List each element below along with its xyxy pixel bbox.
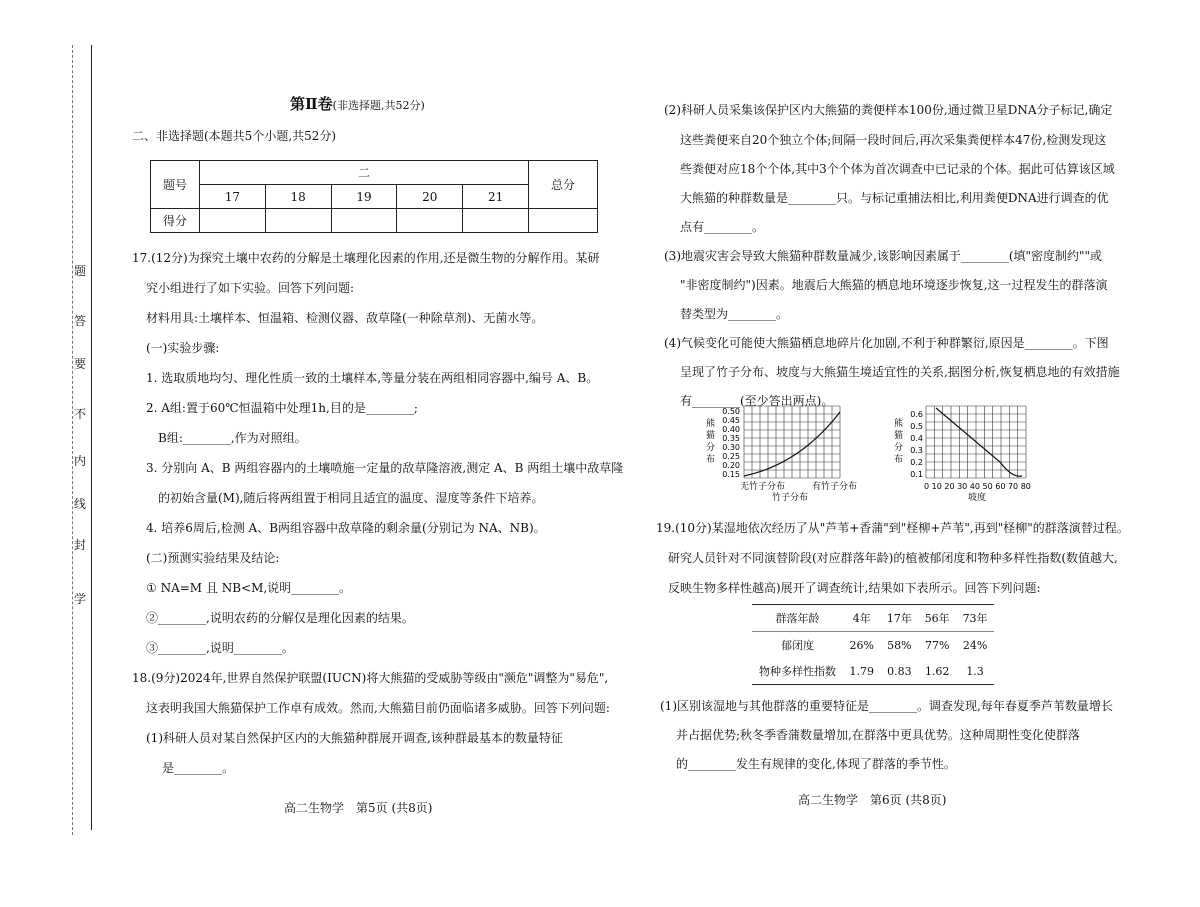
q17-step-3b: 的初始含量(M),随后将两组置于相同且适宜的温度、湿度等条件下培养。: [158, 491, 544, 505]
q17-result-3: ③________,说明________。: [146, 641, 294, 655]
table-cell: 26%: [843, 632, 880, 659]
q17-results-heading: (二)预测实验结果及结论:: [146, 551, 280, 565]
margin-char: 要: [73, 357, 86, 371]
binding-solid-line: [91, 45, 92, 830]
q17-step-4: 4. 培养6周后,检测 A、B两组容器中敌草隆的剩余量(分别记为 NA、NB)。: [146, 521, 546, 535]
margin-char: 内: [73, 454, 86, 468]
table-row: [752, 658, 994, 685]
q18-sub-4-3: 有________(至少答出两点)。: [680, 394, 834, 408]
succession-table: [752, 604, 994, 685]
part-title-main: 第Ⅱ卷: [290, 95, 333, 113]
score-table-label: 题号: [151, 161, 200, 209]
q18-sub-4-2: 呈现了竹子分布、坡度与大熊猫生境适宜性的关系,据图分析,恢复栖息地的有效措施: [680, 365, 1120, 379]
q17-materials: 材料用具:土壤样本、恒温箱、检测仪器、敌草隆(一种除草剂)、无菌水等。: [146, 311, 544, 325]
margin-char: 封: [73, 538, 86, 552]
score-col: 17: [200, 185, 266, 209]
q19-stem-2: 研究人员针对不同演替阶段(对应群落年龄)的植被郁闭度和物种多样性指数(数值越大,: [668, 551, 1118, 565]
q18-sub-1-cont: 是________。: [162, 761, 235, 775]
chart-slope: [890, 402, 1040, 502]
table-row: [752, 632, 994, 659]
table-header-cell: 73年: [956, 605, 994, 632]
table-cell: 郁闭度: [752, 632, 843, 659]
ylabel-char: 猫: [706, 431, 716, 441]
table-cell: 1.3: [956, 658, 994, 685]
chart1-xlabel: 竹子分布: [772, 493, 809, 502]
score-table: [150, 160, 598, 233]
table-cell: 0.83: [880, 658, 918, 685]
score-table-group: 二: [200, 161, 529, 185]
q17-stem-1: 17.(12分)为探究土壤中农药的分解是土壤理化因素的作用,还是微生物的分解作用。某研: [132, 251, 600, 265]
chart1-ytick: 0.40: [722, 425, 740, 434]
score-cell[interactable]: [397, 209, 463, 233]
score-cell[interactable]: [200, 209, 266, 233]
ylabel-char: 布: [706, 455, 716, 465]
table-row: [752, 605, 994, 632]
part-title-sub: (非选择题,共52分): [332, 99, 425, 112]
q17-result-1: ① NA=M 且 NB<M,说明________。: [146, 581, 352, 595]
margin-char: 答: [73, 314, 86, 328]
ylabel-char: 猫: [894, 431, 904, 441]
chart1-ylabel: [706, 417, 716, 465]
q19-sub-1-1: (1)区别该湿地与其他群落的重要特征是________。调查发现,每年春夏季芦苇数量增长: [660, 699, 1113, 713]
chart2-ytick: 0.6: [910, 410, 923, 419]
q18-sub-3-1: (3)地震灾害会导致大熊猫种群数量减少,该影响因素属于________(填"密度制约""或: [664, 249, 1103, 263]
table-cell: 1.62: [918, 658, 956, 685]
table-cell: 物种多样性指数: [752, 658, 843, 685]
chart1-ytick: 0.30: [722, 443, 740, 452]
q18-sub-3-2: "非密度制约")因素。地震后大熊猫的栖息地环境逐步恢复,这一过程发生的群落演: [680, 278, 1108, 292]
q18-sub-2-1: (2)科研人员采集该保护区内大熊猫的粪便样本100份,通过微卫星DNA分子标记,确定: [664, 103, 1113, 117]
table-cell: 58%: [880, 632, 918, 659]
chart1-grid: [744, 406, 840, 478]
q19-sub-1-2: 并占据优势;秋冬季香蒲数量增加,在群落中更具优势。这种周期性变化使群落: [676, 728, 1080, 742]
table-cell: 24%: [956, 632, 994, 659]
chart1-yticks: [722, 407, 740, 479]
q17-step-2a: 2. A组:置于60℃恒温箱中处理1h,目的是________;: [146, 401, 418, 415]
score-cell[interactable]: [265, 209, 331, 233]
chart1-ytick: 0.45: [722, 416, 740, 425]
chart2-ytick: 0.3: [910, 446, 923, 455]
q19-sub-1-3: 的________发生有规律的变化,体现了群落的季节性。: [676, 757, 956, 771]
section-heading: 二、非选择题(本题共5个小题,共52分): [132, 129, 337, 143]
q18-sub-4-1: (4)气候变化可能使大熊猫栖息地碎片化加剧,不利于种群繁衍,原因是________。下图: [664, 336, 1109, 350]
table-cell: 1.79: [843, 658, 880, 685]
right-footer: 高二生物学 第6页 (共8页): [798, 793, 947, 807]
ylabel-char: 熊: [706, 419, 716, 429]
score-col: 21: [463, 185, 529, 209]
score-cell[interactable]: [529, 209, 598, 233]
q18-sub-2-2: 这些粪便来自20个独立个体;间隔一段时间后,再次采集粪便样本47份,检测发现这: [680, 133, 1107, 147]
q18-stem-1: 18.(9分)2024年,世界自然保护联盟(IUCN)将大熊猫的受威胁等级由"濒危"调整为"易危",: [132, 671, 609, 685]
chart1-ytick: 0.15: [722, 470, 740, 479]
chart-bamboo-distribution: [700, 402, 880, 502]
chart2-ytick: 0.5: [910, 422, 923, 431]
q19-stem-1: 19.(10分)某湿地依次经历了从"芦苇+香蒲"到"柽柳+芦苇",再到"柽柳"的群落演替过程。: [656, 521, 1129, 535]
score-col: 19: [331, 185, 397, 209]
q18-sub-2-3: 些粪便对应18个个体,其中3个个体为首次调查中已记录的个体。据此可估算该区域: [680, 162, 1115, 176]
chart2-yticks: [910, 410, 923, 479]
chart2-ytick: 0.1: [910, 470, 923, 479]
q18-sub-2-5: 点有________。: [680, 220, 765, 234]
q17-step-2b: B组:________,作为对照组。: [158, 431, 307, 445]
chart1-ytick: 0.50: [722, 407, 740, 416]
ylabel-char: 熊: [894, 419, 904, 429]
binding-dashed-line: [72, 45, 73, 835]
margin-char: 不: [73, 407, 86, 421]
score-defen-label: 得分: [151, 209, 200, 233]
left-footer: 高二生物学 第5页 (共8页): [284, 801, 433, 815]
chart1-xend: 有竹子分布: [812, 482, 858, 492]
chart2-xlabel: 坡度: [968, 493, 987, 502]
table-header-cell: 群落年龄: [752, 605, 843, 632]
table-header-cell: 4年: [843, 605, 880, 632]
table-cell: 77%: [918, 632, 956, 659]
chart2-ytick: 0.2: [910, 458, 923, 467]
q17-step-1: 1. 选取质地均匀、理化性质一致的土壤样本,等量分装在两组相同容器中,编号 A、B。: [146, 371, 599, 385]
chart1-ytick: 0.20: [722, 461, 740, 470]
q17-stem-2: 究小组进行了如下实验。回答下列问题:: [146, 281, 355, 295]
q18-sub-2-4: 大熊猫的种群数量是________只。与标记重捕法相比,利用粪便DNA进行调查的优: [680, 191, 1109, 205]
q18-stem-2: 这表明我国大熊猫保护工作卓有成效。然而,大熊猫目前仍面临诸多威胁。回答下列问题:: [146, 701, 610, 715]
chart2-ytick: 0.4: [910, 434, 923, 443]
chart1-ytick: 0.25: [722, 452, 740, 461]
table-header-cell: 17年: [880, 605, 918, 632]
ylabel-char: 布: [894, 455, 904, 465]
table-header-cell: 56年: [918, 605, 956, 632]
margin-char: 学: [73, 592, 86, 606]
ylabel-char: 分: [706, 443, 716, 453]
margin-char: 线: [73, 497, 86, 511]
score-col: 18: [265, 185, 331, 209]
q17-step-3a: 3. 分别向 A、B 两组容器内的土壤喷施一定量的敌草隆溶液,测定 A、B 两组土壤中敌草隆: [146, 461, 624, 475]
margin-char: 题: [73, 264, 86, 278]
chart2-ylabel: [894, 417, 904, 465]
chart1-xstart: 无竹子分布: [740, 482, 786, 492]
score-cell[interactable]: [463, 209, 529, 233]
chart2-xticks: 0 10 20 30 40 50 60 70 80: [924, 482, 1031, 491]
part-title: [290, 96, 425, 114]
q18-sub-3-3: 替类型为________。: [680, 307, 789, 321]
q17-steps-heading: (一)实验步骤:: [146, 341, 220, 355]
score-col: 20: [397, 185, 463, 209]
q17-result-2: ②________,说明农药的分解仅是理化因素的结果。: [146, 611, 414, 625]
ylabel-char: 分: [894, 443, 904, 453]
chart1-ytick: 0.35: [722, 434, 740, 443]
score-table-total: 总分: [529, 161, 598, 209]
score-cell[interactable]: [331, 209, 397, 233]
q19-stem-3: 反映生物多样性越高)展开了调查统计,结果如下表所示。回答下列问题:: [668, 581, 1041, 595]
q18-sub-1: (1)科研人员对某自然保护区内的大熊猫种群展开调查,该种群最基本的数量特征: [146, 731, 563, 745]
